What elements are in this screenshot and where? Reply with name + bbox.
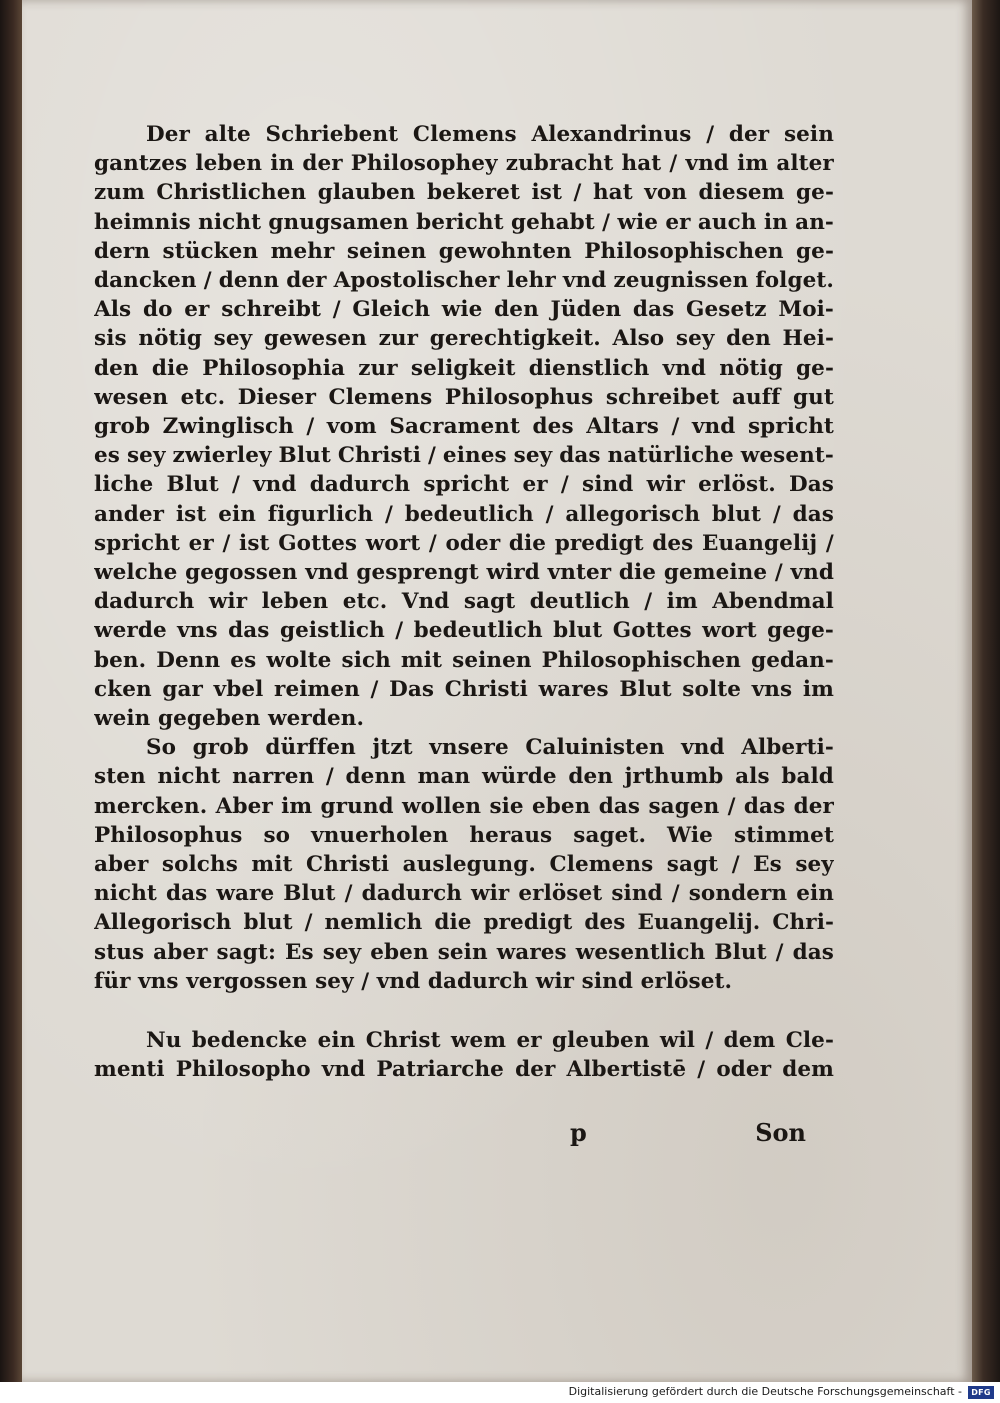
text-line: aber solchs mit Christi auslegung. Clemens sagt / Es sey bbox=[94, 852, 834, 878]
book-edge-left bbox=[0, 0, 22, 1382]
text-line: Allegorisch blut / nemlich die predigt des Euangelij. Chri- bbox=[94, 910, 834, 936]
body-text bbox=[94, 120, 834, 1085]
text-line: Philosophus so vnuerholen heraus saget. Wie stimmet bbox=[94, 822, 834, 848]
text-line: Der alte Schriebent Clemens Alexandrinus / der sein bbox=[146, 122, 834, 147]
dfg-logo-icon[interactable]: DFG bbox=[968, 1386, 994, 1399]
text-line: dancken / denn der Apostolischer lehr vnd zeugnissen folget. bbox=[94, 268, 834, 294]
signature-mark: p bbox=[570, 1118, 587, 1147]
text-line: es sey zwierley Blut Christi / eines sey das natürliche wesent- bbox=[94, 443, 834, 469]
catchword: Son bbox=[755, 1118, 806, 1147]
text-line: liche Blut / vnd dadurch spricht er / sind wir erlöst. Das bbox=[94, 472, 834, 498]
paragraph-1 bbox=[94, 120, 834, 733]
text-line: dern stücken mehr seinen gewohnten Philosophischen ge- bbox=[94, 238, 834, 264]
text-line: werde vns das geistlich / bedeutlich blut Gottes wort gege- bbox=[94, 618, 834, 644]
text-line: welche gegossen vnd gesprengt wird vnter die gemeine / vnd bbox=[94, 560, 834, 586]
text-line: Nu bedencke ein Christ wem er gleuben wil / dem Cle- bbox=[146, 1028, 834, 1054]
text-line: wein gegeben werden. bbox=[94, 706, 365, 732]
text-line: So grob dürffen jtzt vnsere Caluinisten vnd Alberti- bbox=[146, 735, 834, 761]
text-line: nicht das ware Blut / dadurch wir erlöset sind / sondern ein bbox=[94, 881, 834, 907]
text-line: sis nötig sey gewesen zur gerechtigkeit. Also sey den Hei- bbox=[94, 326, 834, 352]
paragraph-3 bbox=[94, 1026, 834, 1084]
book-edge-right bbox=[972, 0, 1000, 1382]
text-line: stus aber sagt: Es sey eben sein wares wesentlich Blut / das bbox=[94, 939, 834, 965]
text-line: ander ist ein figurlich / bedeutlich / allegorisch blut / das bbox=[94, 501, 834, 527]
text-line: sten nicht narren / denn man würde den jrthumb als bald bbox=[94, 764, 834, 790]
credit-text: Digitalisierung gefördert durch die Deutsche Forschungsgemeinschaft - bbox=[568, 1385, 962, 1398]
text-line: für vns vergossen sey / vnd dadurch wir sind erlöset. bbox=[94, 968, 733, 994]
text-line: ben. Denn es wolte sich mit seinen Philosophischen gedan- bbox=[94, 647, 834, 673]
text-line: den die Philosophia zur seligkeit dienstlich vnd nötig ge- bbox=[94, 355, 834, 381]
text-line: wesen etc. Dieser Clemens Philosophus schreibet auff gut bbox=[94, 384, 834, 410]
text-line: Als do er schreibt / Gleich wie den Jüden das Gesetz Moi- bbox=[94, 297, 834, 323]
paragraph-gap bbox=[94, 996, 834, 1026]
text-line: spricht er / ist Gottes wort / oder die predigt des Euangelij / bbox=[94, 530, 834, 556]
text-line: heimnis nicht gnugsamen bericht gehabt / wie er auch in an- bbox=[94, 209, 834, 235]
book-page bbox=[22, 0, 972, 1382]
page-footer bbox=[94, 1118, 806, 1152]
text-line: mercken. Aber im grund wollen sie eben das sagen / das der bbox=[94, 793, 834, 819]
text-line: gantzes leben in der Philosophey zubracht hat / vnd im alter bbox=[94, 151, 834, 177]
paragraph-2 bbox=[94, 733, 834, 996]
text-line: cken gar vbel reimen / Das Christi wares Blut solte vns im bbox=[94, 676, 834, 702]
text-line: dadurch wir leben etc. Vnd sagt deutlich / im Abendmal bbox=[94, 589, 834, 615]
text-line: zum Christlichen glauben bekeret ist / hat von diesem ge- bbox=[94, 180, 834, 206]
text-line: menti Philosopho vnd Patriarche der Albertistē / oder dem bbox=[94, 1057, 834, 1083]
text-line: grob Zwinglisch / vom Sacrament des Altars / vnd spricht bbox=[94, 414, 834, 440]
credit-bar bbox=[0, 1382, 1000, 1403]
